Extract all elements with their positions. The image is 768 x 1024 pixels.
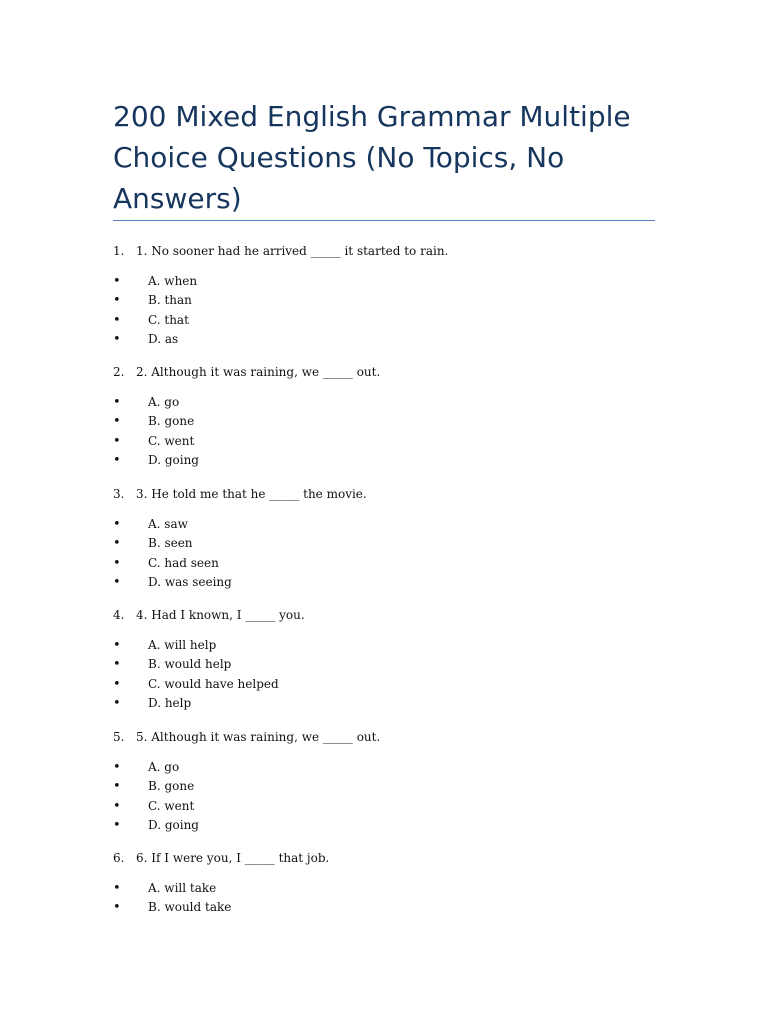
- bullet-icon: •: [113, 395, 121, 410]
- option-text: A. go: [148, 395, 180, 409]
- option-item: [113, 879, 513, 898]
- option-item: [113, 573, 513, 592]
- option-item: [113, 554, 513, 573]
- option-item: [113, 694, 513, 713]
- option-text: B. would help: [148, 657, 232, 672]
- option-text: D. was seeing: [148, 574, 232, 589]
- bullet-icon: •: [113, 555, 121, 571]
- bullet-icon: •: [113, 881, 121, 896]
- option-item: [113, 330, 513, 349]
- question-5: [113, 727, 673, 747]
- question-text: 2. Although it was raining, we _____ out.: [136, 365, 381, 379]
- bullet-icon: •: [113, 695, 121, 711]
- option-text: A. saw: [148, 517, 188, 531]
- bullet-icon: •: [113, 433, 121, 449]
- option-text: B. gone: [148, 779, 195, 794]
- option-text: D. help: [148, 695, 192, 710]
- question-text: 5. Although it was raining, we _____ out.: [136, 730, 381, 744]
- question-3: [113, 484, 673, 504]
- option-text: D. as: [148, 331, 179, 346]
- bullet-icon: •: [113, 676, 121, 692]
- option-text: B. than: [148, 293, 192, 308]
- question-number: 6.: [113, 851, 125, 865]
- option-item: [113, 272, 513, 291]
- option-text: C. would have helped: [148, 676, 279, 691]
- question-text: 1. No sooner had he arrived _____ it started to rain.: [136, 244, 449, 258]
- bullet-icon: •: [113, 760, 121, 775]
- option-text: A. when: [148, 274, 198, 288]
- option-item: [113, 291, 513, 310]
- bullet-icon: •: [113, 638, 121, 653]
- option-item: [113, 515, 513, 534]
- option-item: [113, 311, 513, 330]
- option-item: [113, 655, 513, 674]
- bullet-icon: •: [113, 274, 121, 289]
- question-text: 6. If I were you, I _____ that job.: [136, 851, 330, 865]
- question-number: 3.: [113, 487, 125, 501]
- question-text: 4. Had I known, I _____ you.: [136, 608, 305, 622]
- option-text: A. go: [148, 760, 180, 774]
- option-item: [113, 534, 513, 553]
- option-text: D. going: [148, 452, 199, 467]
- bullet-icon: •: [113, 452, 121, 468]
- option-item: [113, 393, 513, 412]
- bullet-icon: •: [113, 517, 121, 532]
- option-item: [113, 675, 513, 694]
- option-item: [113, 432, 513, 451]
- option-text: C. had seen: [148, 555, 219, 570]
- question-number: 5.: [113, 730, 125, 744]
- question-number: 4.: [113, 608, 125, 622]
- option-text: B. would take: [148, 900, 232, 915]
- question-number: 1.: [113, 244, 125, 258]
- option-text: B. seen: [148, 536, 193, 551]
- option-text: A. will help: [148, 638, 217, 652]
- option-text: C. went: [148, 798, 195, 813]
- question-1: [113, 241, 673, 261]
- bullet-icon: •: [113, 779, 121, 795]
- option-text: B. gone: [148, 414, 195, 429]
- option-item: [113, 816, 513, 835]
- bullet-icon: •: [113, 536, 121, 552]
- document-title: 200 Mixed English Grammar Multiple Choice Questions (No Topics, No Answers): [113, 100, 631, 215]
- bullet-icon: •: [113, 798, 121, 814]
- option-item: [113, 898, 513, 917]
- question-2: [113, 362, 673, 382]
- question-text: 3. He told me that he _____ the movie.: [136, 487, 367, 501]
- option-item: [113, 451, 513, 470]
- option-text: D. going: [148, 817, 199, 832]
- option-item: [113, 636, 513, 655]
- option-text: C. went: [148, 433, 195, 448]
- bullet-icon: •: [113, 331, 121, 347]
- option-item: [113, 797, 513, 816]
- bullet-icon: •: [113, 414, 121, 430]
- bullet-icon: •: [113, 657, 121, 673]
- option-item: [113, 758, 513, 777]
- option-text: A. will take: [148, 881, 217, 895]
- bullet-icon: •: [113, 817, 121, 833]
- bullet-icon: •: [113, 574, 121, 590]
- question-4: [113, 605, 673, 625]
- option-item: [113, 777, 513, 796]
- question-number: 2.: [113, 365, 125, 379]
- question-6: [113, 848, 673, 868]
- bullet-icon: •: [113, 900, 121, 916]
- bullet-icon: •: [113, 312, 121, 328]
- bullet-icon: •: [113, 293, 121, 309]
- option-item: [113, 412, 513, 431]
- option-text: C. that: [148, 312, 189, 327]
